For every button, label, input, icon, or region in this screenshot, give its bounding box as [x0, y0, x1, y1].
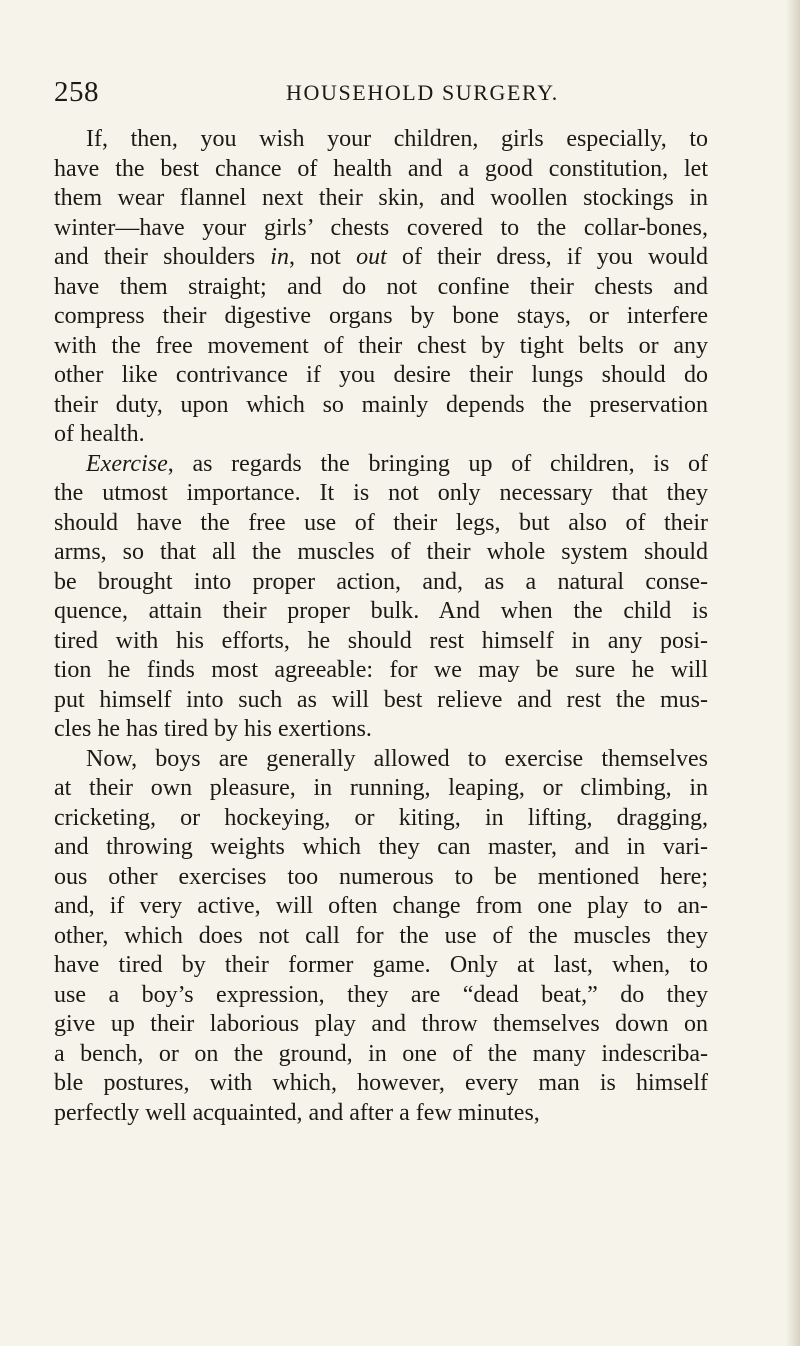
- text-line: [54, 981, 708, 1011]
- page-header: [54, 76, 704, 110]
- italic-text: in: [270, 244, 289, 270]
- text-segment: and their shoulders: [54, 244, 271, 270]
- body-text: [54, 125, 708, 1128]
- text-line: [54, 656, 708, 686]
- text-segment: other, which does not call for the use of the muscles they: [54, 922, 708, 949]
- text-line: [54, 922, 708, 952]
- text-segment: Now, boys are generally allowed to exercise themselves: [86, 745, 708, 772]
- text-segment: If, then, you wish your children, girls especially, to: [86, 126, 708, 152]
- text-segment: them wear flannel next their skin, and woollen stockings in: [54, 185, 708, 211]
- text-line: [54, 1040, 708, 1070]
- text-segment: tired with his efforts, he should rest himself in any posi-: [54, 627, 708, 654]
- text-segment: a bench, or on the ground, in one of the many indescriba-: [54, 1040, 708, 1067]
- text-segment: cles he has tired by his exertions.: [54, 716, 372, 742]
- italic-text: out: [356, 244, 387, 270]
- text-line: [54, 361, 708, 391]
- text-line: [54, 833, 708, 863]
- text-segment: and throwing weights which they can master, and in vari-: [54, 834, 708, 860]
- text-line: [54, 863, 708, 893]
- text-line: [54, 745, 708, 775]
- text-line: [54, 892, 708, 922]
- text-line: [54, 568, 708, 598]
- italic-text: Exercise: [86, 450, 168, 477]
- page-edge-shadow: [786, 0, 800, 1346]
- text-segment: cricketing, or hockeying, or kiting, in lifting, dragging,: [54, 804, 708, 831]
- text-line: [54, 391, 708, 421]
- text-line: [54, 1069, 708, 1099]
- text-line: [54, 597, 708, 627]
- text-segment: at their own pleasure, in running, leaping, or climbing, in: [54, 775, 708, 801]
- text-line: [54, 479, 708, 509]
- text-segment: other like contrivance if you desire their lungs should do: [54, 362, 708, 388]
- text-line: [54, 627, 708, 657]
- text-line: [54, 420, 708, 450]
- text-segment: arms, so that all the muscles of their whole system should: [54, 539, 708, 565]
- text-line: [54, 214, 708, 244]
- text-line: [54, 1010, 708, 1040]
- text-segment: the utmost importance. It is not only necessary that they: [54, 480, 708, 506]
- text-line: [54, 332, 708, 362]
- text-segment: perfectly well acquainted, and after a few minutes,: [54, 1099, 540, 1126]
- text-segment: and, if very active, will often change from one play to an-: [54, 893, 708, 919]
- text-line: [54, 302, 708, 332]
- text-segment: have the best chance of health and a good constitution, let: [54, 155, 708, 182]
- text-segment: give up their laborious play and throw themselves down on: [54, 1011, 708, 1037]
- text-line: [54, 125, 708, 155]
- text-line: [54, 450, 708, 480]
- running-head: HOUSEHOLD SURGERY.: [286, 80, 559, 105]
- text-line: [54, 715, 708, 745]
- text-line: [54, 951, 708, 981]
- text-line: [54, 538, 708, 568]
- text-segment: compress their digestive organs by bone stays, or interfere: [54, 303, 708, 329]
- text-segment: , as regards the bringing up of children, is of: [167, 450, 708, 477]
- text-line: [54, 243, 708, 273]
- text-segment: put himself into such as will best relieve and rest the mus-: [54, 686, 708, 713]
- text-line: [54, 184, 708, 214]
- text-segment: with the free movement of their chest by tight belts or any: [54, 332, 708, 359]
- text-segment: of their dress, if you would: [386, 244, 708, 270]
- text-line: [54, 804, 708, 834]
- text-segment: be brought into proper action, and, as a natural conse-: [54, 568, 708, 595]
- text-segment: tion he finds most agreeable: for we may be sure he will: [54, 657, 708, 683]
- text-line: [54, 155, 708, 185]
- text-segment: ble postures, with which, however, every man is himself: [54, 1070, 708, 1096]
- text-segment: use a boy’s expression, they are “dead beat,” do they: [54, 981, 708, 1008]
- text-segment: their duty, upon which so mainly depends the preservation: [54, 391, 708, 418]
- text-segment: have tired by their former game. Only at last, when, to: [54, 952, 708, 978]
- text-line: [54, 774, 708, 804]
- page-number: 258: [54, 76, 99, 108]
- text-line: [54, 1099, 708, 1129]
- text-segment: quence, attain their proper bulk. And when the child is: [54, 598, 708, 624]
- text-segment: of health.: [54, 421, 145, 447]
- text-segment: winter—have your girls’ chests covered to the collar-bones,: [54, 214, 708, 241]
- text-line: [54, 509, 708, 539]
- text-line: [54, 686, 708, 716]
- text-segment: , not: [288, 244, 357, 270]
- text-line: [54, 273, 708, 303]
- text-segment: have them straight; and do not confine their chests and: [54, 273, 708, 300]
- text-segment: should have the free use of their legs, but also of their: [54, 509, 708, 536]
- text-segment: ous other exercises too numerous to be mentioned here;: [54, 863, 708, 890]
